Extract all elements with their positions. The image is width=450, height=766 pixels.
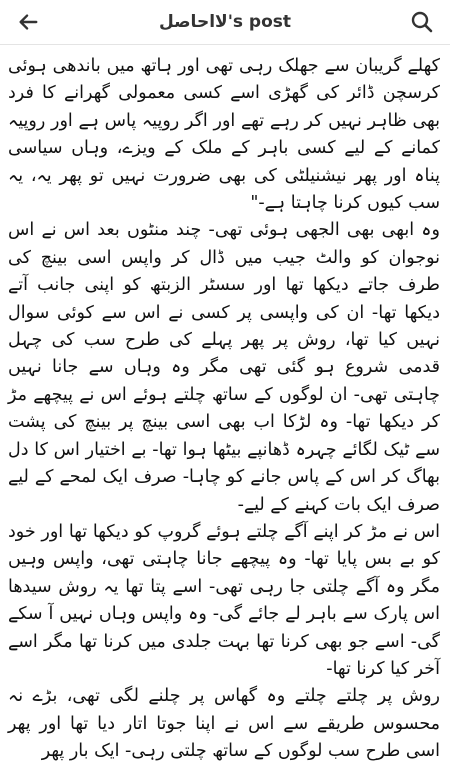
post-paragraph-2: وہ ابھی بھی الجھی ہوئی تھی- چند منٹوں بعد اس نے اس نوجوان کو والٹ جیب میں ڈال کر واپس اسی بینچ کی طرف جاتے دیکھا تھا اور سسٹر الزبتھ کو اپنی جانب آتے دیکھا تھا- ان کی واپسی پر کسی نے اس سے کوئی سوال نہیں کیا تھا، روش پر پھر پہلے کی طرح سب کی چہل قدمی شروع ہو گئی تھی مگر وہ وہاں سے جانا نہیں چاہتی تھی- ان لوگوں کے ساتھ چلتے ہوئے اس نے پیچھے مڑ کر دیکھا تھا- وہ لڑکا اب بھی اسی بینچ پر بینچ کی پشت سے ٹیک لگائے چہرہ ڈھانپے بیٹھا ہوا تھا- بے اختیار اس کا دل بھاگ کر اس کے پاس جانے کو چاہا- صرف ایک لمحے کے لیے صرف ایک بات کہنے کے لیے- (8, 220, 440, 515)
post-paragraph-3: اس نے مڑ کر اپنے آگے چلتے ہوئے گروپ کو دیکھا تھا اور خود کو بے بس پایا تھا- وہ پیچھے جانا چاہتی تھی، واپس وہیں مگر وہ آگے چلتی جا رہی تھی- اسے پتا تھا یہ روش سیدھا اس پارک سے باہر لے جائے گی- وہ واپس وہاں نہیں آ سکے گی- اسے جو بھی کرنا تھا بہت جلدی میں کرنا تھا مگر اسے آخر کیا کرنا تھا- (8, 521, 440, 679)
post-body (0, 45, 450, 762)
post-paragraph-4: روش پر چلتے چلتے وہ گھاس پر چلنے لگی تھی، بڑے نہ محسوس طریقے سے اس نے اپنا جوتا اتار دیا تھا اور پھر اسی طرح سب لوگوں کے ساتھ چلتی رہی- ایک بار پھر (8, 686, 440, 762)
page-title: لااحاصل's post (158, 12, 292, 32)
app-header (0, 0, 450, 45)
search-button[interactable] (406, 6, 438, 38)
post-paragraph-1: کھلے گریبان سے جھلک رہی تھی اور ہاتھ میں باندھی ہوئی کرسچن ڈائر کی گھڑی اسے کسی معمولی گھرانے کا فرد بھی ظاہر نہیں کر رہے تھے اور اگر روپیہ پاس ہے اور روپیہ کمانے کے لیے کسی باہر کے ملک کے ویزے، وہاں سیاسی پناہ اور پھر نیشنیلٹی کی بھی ضرورت نہیں تو پھر یہ، یہ سب کیوں کرنا چاہتا ہے-" (8, 56, 440, 214)
search-icon (410, 10, 434, 34)
